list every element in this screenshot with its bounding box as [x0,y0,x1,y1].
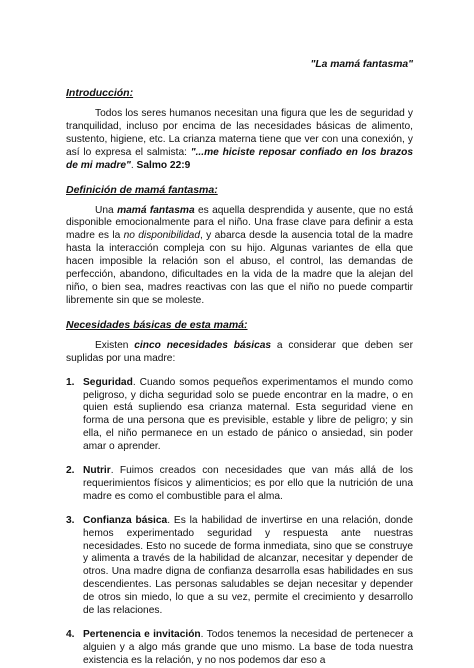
item-title: Pertenencia e invitación [83,629,201,640]
psalm-quote: "...me hiciste reposar confiado en los brazos de mi madre" [66,146,413,171]
list-item [66,377,413,454]
list-item [66,465,413,504]
intro-text: Todos los seres humanos necesitan una figura que les de seguridad y tranquilidad, incluso por encima de las necesidades básicas de alimento, sustento, higiene, etc. La crianza materna tiene que ver con una conexión, y así lo expresa el salmista: [66,108,413,158]
definition-paragraph [66,205,413,308]
intro-heading: Introducción: [66,87,134,99]
item-title: Seguridad [83,376,133,388]
list-item [66,515,413,618]
definition-text-3: , y abarca desde la ausencia total de la madre hasta la interacción compleja con su hijo. Algunas variantes de ella que hacen imposible la relación son el abuso, el control, las demandas de perfección, abandono, dificultades en la vida de la madre que la alejan del niño, o bien sea, madres reactivas con las que el niño no puede compartir libremente sin que se moleste. [66,230,414,306]
item-number: 4. [66,629,75,640]
needs-intro-bold: cinco necesidades básicas [134,339,272,351]
document-title: "La mamá fantasma" [310,59,413,70]
definition-key-phrase: no disponibilidad [123,230,201,242]
item-title: Confianza básica [83,514,168,526]
list-item [66,629,413,668]
definition-term: mamá fantasma [117,204,195,216]
definition-text-2: es aquella desprendida y ausente, que no está disponible emocionalmente para el niño. Una frase clave para definir a esta madre es la [66,204,413,242]
definition-heading: Definición de mamá fantasma: [66,183,218,196]
item-title: Nutrir [83,465,111,477]
item-text: . Cuando somos pequeños experimentamos el mundo como peligroso, y dicha seguridad solo se puede encontrar en la madre, o en quien está supliendo esa crianza maternal. Esta seguridad viene en forma de una persona que es previsible, estable y libre de peligro; y sin ella, el niño permanece en un estado de pánico o ansiedad, sin poder amar o aprender. [83,376,413,453]
intro-paragraph [66,108,413,173]
item-number: 1. [66,376,75,388]
psalm-reference: Salmo 22:9 [136,159,191,171]
item-number: 2. [66,465,75,477]
intro-text-end: . [130,159,137,171]
item-text: . Todos tenemos la necesidad de pertenecer a alguien y a algo más grande que uno mismo. La base de toda nuestra existencia es la relación, y no nos podemos dar eso a [83,629,413,666]
needs-intro-text-2: a considerar que deben ser suplidas por una madre: [66,339,413,364]
needs-intro-paragraph [66,340,413,366]
needs-heading: Necesidades básicas de esta mamá: [66,318,248,331]
item-text: . Fuimos creados con necesidades que van más allá de los requerimientos físicos y alimenticios; es por ello que la nutrición de una madre es como el combustible para el alma. [83,465,413,502]
item-text: . Es la habilidad de invertirse en una relación, donde hemos experimentado seguridad y respuesta ante nuestras necesidades. Esto no sucede de forma inmediata, sino que se construye y alimenta a través de la habilidad de alcanzar, necesitar y depender de otros. Una madre digna de confianza desarrolla esas habilidades en sus descendientes. Las personas saludables se dejan necesitar y depender de otros sin miedo, lo que a su vez, permite el crecimiento y desarrollo de las relaciones. [83,514,413,617]
needs-list [66,377,413,668]
needs-intro-text-1: Existen [95,339,135,351]
item-number: 3. [66,514,75,526]
definition-text-1: Una [95,204,118,216]
